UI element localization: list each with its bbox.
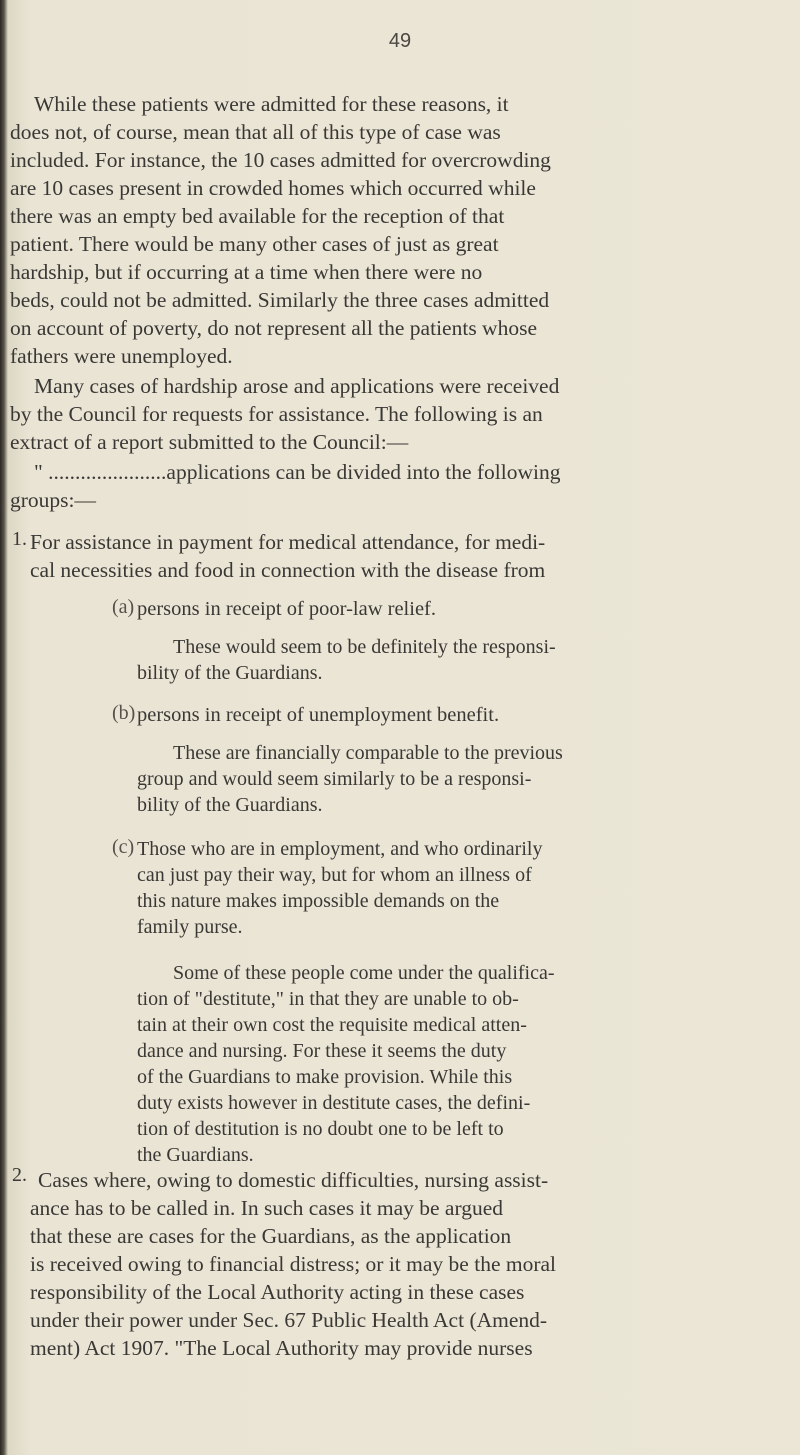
text-line: tion of destitution is no doubt one to be left to xyxy=(137,1118,504,1140)
text-line: responsibility of the Local Authority acting in these cases xyxy=(30,1280,525,1304)
text-line: ance has to be called in. In such cases it may be argued xyxy=(30,1196,504,1220)
text-line: dance and nursing. For these it seems the duty xyxy=(137,1040,507,1062)
text-line: beds, could not be admitted. Similarly the three cases admitted xyxy=(10,288,550,312)
paragraph-admissions xyxy=(10,90,732,370)
sub-c-body xyxy=(137,836,702,940)
text-line: fathers were unemployed. xyxy=(10,344,233,368)
sub-b-heading: persons in receipt of unemployment benefit. xyxy=(137,704,500,726)
sub-a-heading: persons in receipt of poor-law relief. xyxy=(137,598,437,620)
text-line: can just pay their way, but for whom an illness of xyxy=(137,864,532,886)
text-line: Those who are in employment, and who ordinarily xyxy=(137,838,543,860)
item-2-text xyxy=(30,1166,732,1362)
text-line: family purse. xyxy=(137,916,243,938)
text-line: While these patients were admitted for these reasons, it xyxy=(34,92,509,116)
text-line: extract of a report submitted to the Council:— xyxy=(10,430,409,454)
text-line: the Guardians. xyxy=(137,1144,254,1166)
text-line: of the Guardians to make provision. While this xyxy=(137,1066,513,1088)
text-line: These are financially comparable to the previous xyxy=(173,742,563,764)
text-line: there was an empty bed available for the reception of that xyxy=(10,204,505,228)
text-line: patient. There would be many other cases of just as great xyxy=(10,232,499,256)
text-line: cal necessities and food in connection with the disease from xyxy=(30,558,546,582)
text-line: tion of "destitute," in that they are unable to ob- xyxy=(137,988,519,1010)
item-1-text xyxy=(30,528,732,584)
text-line: tain at their own cost the requisite medical atten- xyxy=(137,1014,527,1036)
text-line: ment) Act 1907. "The Local Authority may provide nurses xyxy=(30,1336,533,1360)
text-line: is received owing to financial distress; or it may be the moral xyxy=(30,1252,557,1276)
text-line: this nature makes impossible demands on the xyxy=(137,890,500,912)
sub-label-b: (b) xyxy=(112,702,136,724)
text-line: Many cases of hardship arose and applications were received xyxy=(34,374,560,398)
text-line: groups:— xyxy=(10,488,96,512)
text-line: that these are cases for the Guardians, as the application xyxy=(30,1224,512,1248)
text-line: does not, of course, mean that all of this type of case was xyxy=(10,120,501,144)
text-line: on account of poverty, do not represent all the patients whose xyxy=(10,316,537,340)
sub-label-a: (a) xyxy=(112,596,135,618)
text-line: group and would seem similarly to be a responsi- xyxy=(137,768,532,790)
text-line: Cases where, owing to domestic difficulties, nursing assist- xyxy=(38,1168,549,1192)
text-line: " ......................applications can be divided into the following xyxy=(34,460,561,484)
paragraph-destitute xyxy=(137,960,702,1168)
text-line: bility of the Guardians. xyxy=(137,662,323,684)
text-line: Some of these people come under the qualifica- xyxy=(173,962,555,984)
paragraph-hardship xyxy=(10,372,732,456)
text-line: For assistance in payment for medical attendance, for medi- xyxy=(30,530,546,554)
text-line: hardship, but if occurring at a time when there were no xyxy=(10,260,483,284)
text-line: are 10 cases present in crowded homes which occurred while xyxy=(10,176,536,200)
paragraph-groups-intro xyxy=(10,458,732,514)
page-number: 49 xyxy=(388,30,412,52)
sub-label-c: (c) xyxy=(112,836,135,858)
item-number-1: 1. xyxy=(12,528,27,550)
sub-a-body xyxy=(137,634,702,686)
sub-b-body xyxy=(137,740,702,818)
text-line: under their power under Sec. 67 Public Health Act (Amend- xyxy=(30,1308,548,1332)
text-line: by the Council for requests for assistance. The following is an xyxy=(10,402,543,426)
text-line: These would seem to be definitely the responsi- xyxy=(173,636,556,658)
item-number-2: 2. xyxy=(12,1164,27,1186)
text-line: duty exists however in destitute cases, the defini- xyxy=(137,1092,531,1114)
text-line: bility of the Guardians. xyxy=(137,794,323,816)
text-line: included. For instance, the 10 cases admitted for overcrowding xyxy=(10,148,551,172)
